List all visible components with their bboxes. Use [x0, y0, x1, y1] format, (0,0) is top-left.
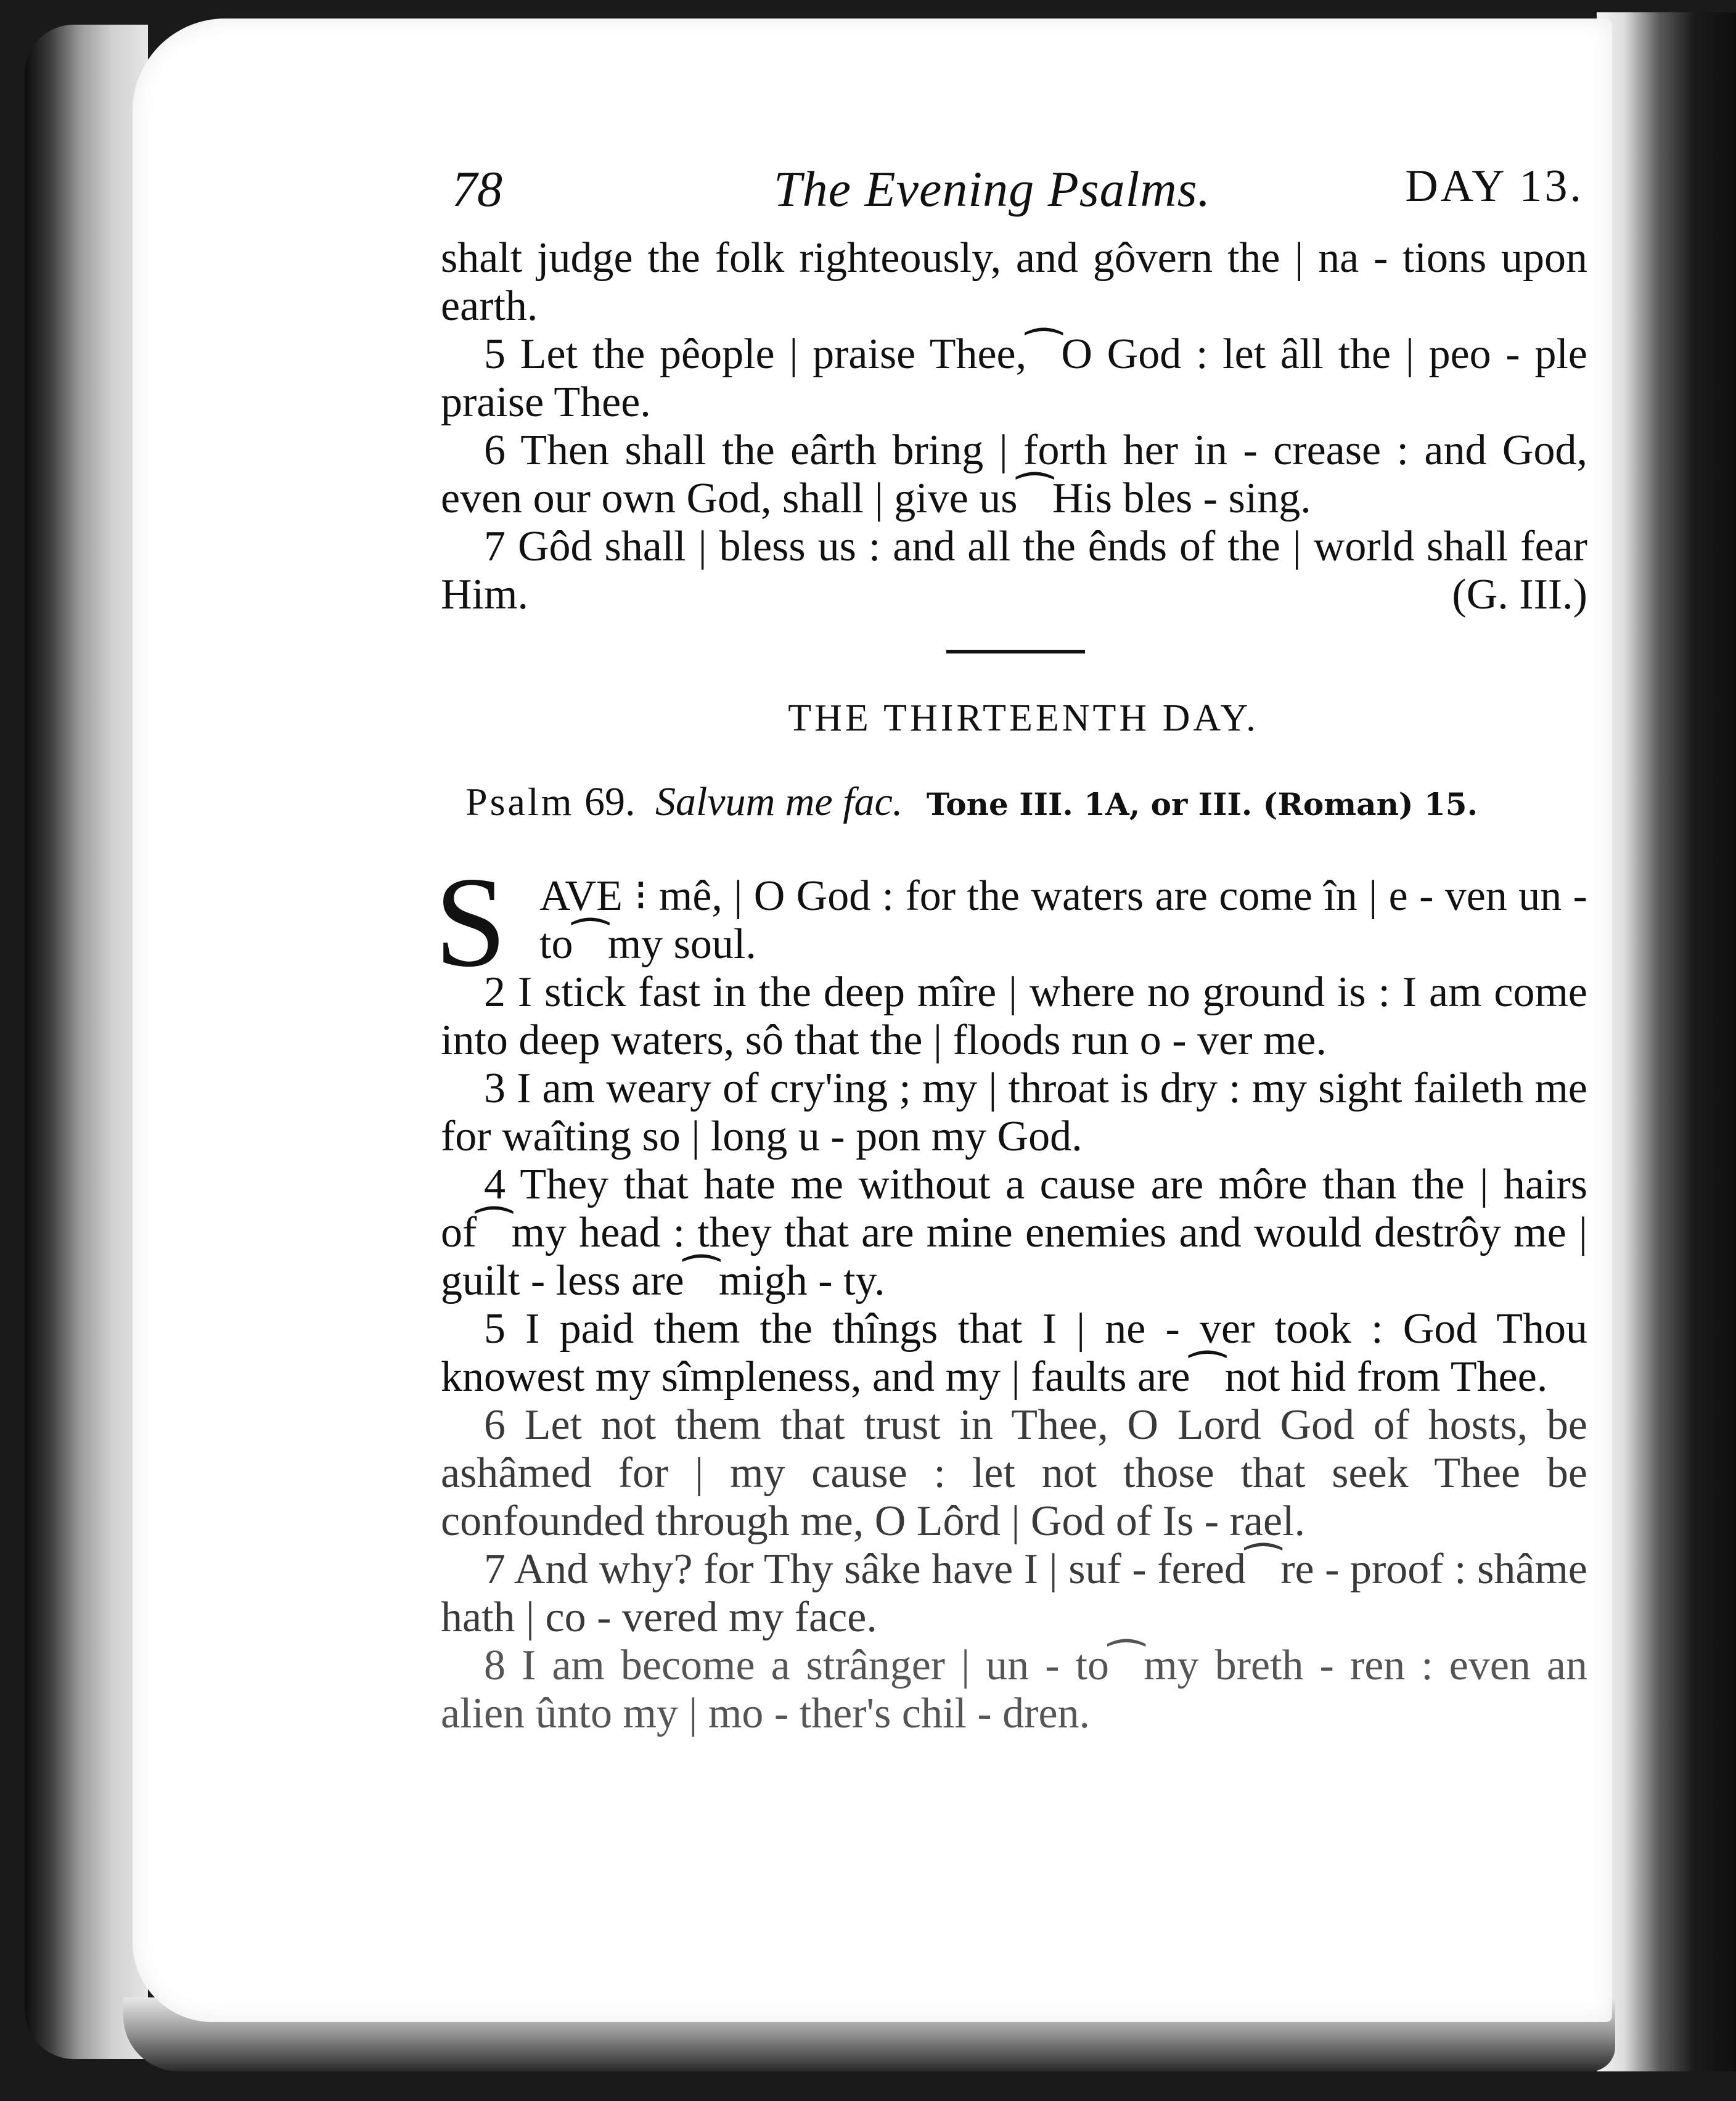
- psalm-tone: Tone III. 1A, or III. (Roman) 15.: [926, 786, 1478, 822]
- verse-7-psalm-67: 7 Gôd shall | bless us : and all the ênds of the | world shall fear Him.: [441, 523, 1587, 618]
- section-title: THE THIRTEENTH DAY.: [788, 697, 1259, 739]
- verse-2: 2 I stick fast in the deep mîre | where no ground is : I am come into deep waters, sô that the | floods run o - ver me.: [441, 969, 1587, 1064]
- page-content: [435, 148, 1587, 1738]
- psalm-label: Psalm: [465, 780, 575, 824]
- book-page: [133, 18, 1612, 2022]
- drop-cap: S: [435, 851, 507, 994]
- psalm-heading: [465, 777, 1587, 829]
- psalm-latin-title: Salvum me fac.: [655, 779, 903, 824]
- page-number: 78: [452, 161, 502, 217]
- verse-5: 5 I paid them the thîngs that I | ne - ver took : God Thou knowest my sîmpleness, and my | faults are⁀not hid from Thee.: [441, 1305, 1587, 1401]
- book-edge-right: [1597, 12, 1736, 2071]
- verse-6-psalm-67: 6 Then shall the eârth bring | forth her in - crease : and God, even our own God, shall | give us⁀His bles - sing.: [441, 427, 1587, 522]
- tone-note: (G. III.): [1452, 571, 1587, 618]
- verse-7: 7 And why? for Thy sâke have I | suf - fered⁀re - proof : shâme hath | co - vered my face.: [441, 1546, 1587, 1641]
- section-divider: [946, 650, 1085, 653]
- verse-8: 8 I am become a strânger | un - to⁀my breth - ren : even an alien ûnto my | mo - ther's chil - dren.: [441, 1642, 1587, 1737]
- verse-3: 3 I am weary of cry'ing ; my | throat is dry : my sight faileth me for waîting so | long u - pon my God.: [441, 1065, 1587, 1160]
- verse-4: 4 They that hate me without a cause are môre than the | hairs of⁀my head : they that are mine enemies and would destrôy me | guilt - less are⁀migh - ty.: [441, 1161, 1587, 1304]
- book-edge-left: [25, 25, 148, 2059]
- verse-5-psalm-67: 5 Let the pêople | praise Thee,⁀O God : let âll the | peo - ple praise Thee.: [441, 330, 1587, 426]
- day-label: DAY 13.: [1405, 161, 1584, 211]
- continuation-line-1: shalt judge the folk righteously, and gôvern the | na - tions upon earth.: [441, 234, 1587, 330]
- running-header: [441, 148, 1587, 234]
- running-title: The Evening Psalms.: [774, 161, 1211, 217]
- verse-1: [435, 851, 1587, 994]
- psalm-number: 69.: [584, 779, 636, 824]
- verse-6: 6 Let not them that trust in Thee, O Lord God of hosts, be ashâmed for | my cause : let not those that seek Thee be confounded through me, O Lôrd | God of Is - rael.: [441, 1401, 1587, 1545]
- verse-1-text: AVE ⁝ mê, | O God : for the waters are come în | e - ven un - to⁀my soul.: [539, 872, 1587, 968]
